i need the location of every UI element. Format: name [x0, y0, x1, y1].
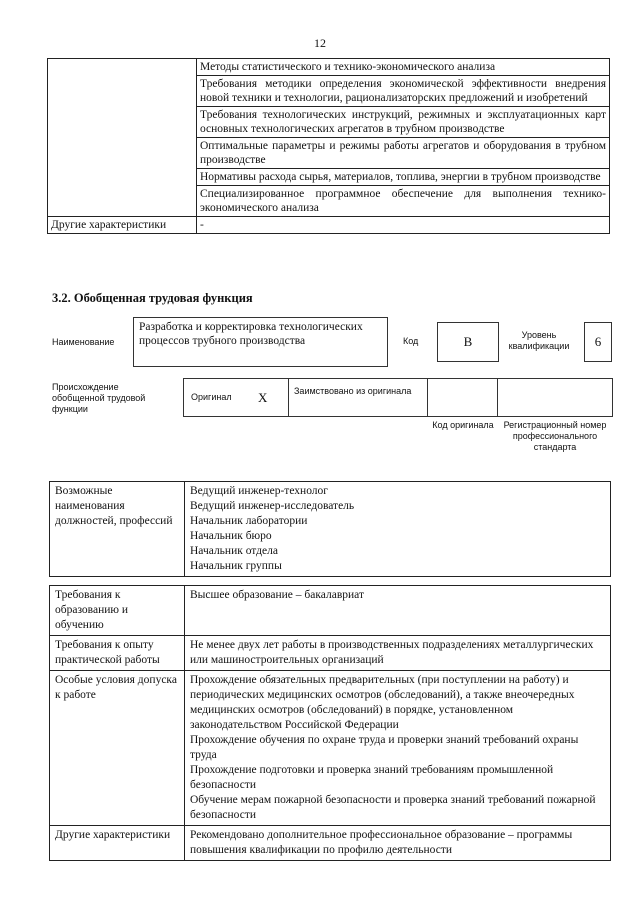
- knowledge-table: [47, 58, 610, 234]
- table-row: [50, 586, 611, 636]
- table-row: [50, 671, 611, 826]
- borrowed-label: Заимствовано из оригинала: [294, 386, 412, 396]
- table-row: [48, 59, 610, 76]
- level-value: 6: [584, 322, 612, 362]
- code-value: B: [437, 322, 499, 362]
- knowledge-item: Специализированное программное обеспечение для выполнения технико-экономического анализа: [197, 186, 610, 217]
- knowledge-item: Оптимальные параметры и режимы работы агрегатов и оборудования в трубном производстве: [197, 138, 610, 169]
- education-value: Высшее образование – бакалавриат: [185, 586, 611, 636]
- section-heading: 3.2. Обобщенная трудовая функция: [52, 291, 253, 305]
- other-characteristics-label: Другие характеристики: [48, 217, 197, 234]
- experience-label: Требования к опыту практической работы: [50, 636, 185, 671]
- other-value: Рекомендовано дополнительное профессиональное образование – программы повышения квалификации по профилю деятельности: [185, 826, 611, 861]
- list-item: Обучение мерам пожарной безопасности и проверка знаний требований пожарной безопасности: [190, 794, 596, 821]
- divider: [183, 416, 613, 417]
- experience-value: Не менее двух лет работы в производственных подразделениях металлургических или машиностроительных организаций: [185, 636, 611, 671]
- table-row: [48, 76, 610, 107]
- table-row: [48, 169, 610, 186]
- code-label: Код: [403, 336, 419, 346]
- table-row: [48, 186, 610, 217]
- knowledge-item: Методы статистического и технико-экономического анализа: [197, 59, 610, 76]
- table-row: [48, 217, 610, 234]
- list-item: Прохождение обязательных предварительных (при поступлении на работу) и периодических медицинских осмотров (обследований), а также внеочередных медицинских осмотров (обследований) в порядке, установленном законодательством Российской Федерации: [190, 674, 575, 731]
- reg-number-caption: Регистрационный номер профессионального стандарта: [503, 420, 607, 452]
- table-row: [50, 636, 611, 671]
- function-name: Разработка и корректировка технологических процессов трубного производства: [133, 317, 388, 367]
- page-number: 12: [314, 36, 326, 50]
- list-item: Начальник бюро: [190, 530, 272, 542]
- list-item: Ведущий инженер-технолог: [190, 485, 328, 497]
- knowledge-item: Требования технологических инструкций, режимных и эксплуатационных карт основных технологических агрегатов в трубном производстве: [197, 107, 610, 138]
- conditions-list: [185, 671, 611, 826]
- positions-table: [49, 481, 611, 577]
- list-item: Начальник отдела: [190, 545, 278, 557]
- requirements-table: [49, 585, 611, 861]
- other-characteristics-value: -: [197, 217, 610, 234]
- knowledge-item: Требования методики определения экономической эффективности внедрения новой техники и технологии, рационализаторских предложений и изобретений: [197, 76, 610, 107]
- positions-list: [185, 482, 611, 577]
- divider: [427, 379, 428, 417]
- code-original-caption: Код оригинала: [432, 420, 494, 430]
- table-row: [50, 482, 611, 577]
- list-item: Прохождение обучения по охране труда и проверки знаний требований охраны труда: [190, 734, 579, 761]
- level-label: Уровень квалификации: [508, 330, 570, 351]
- list-item: Прохождение подготовки и проверка знаний требованиям промышленной безопасности: [190, 764, 554, 791]
- original-mark: X: [258, 390, 268, 405]
- list-item: Ведущий инженер-исследователь: [190, 500, 355, 512]
- original-label: Оригинал: [191, 392, 232, 402]
- table-row: [48, 138, 610, 169]
- origin-box: [183, 378, 613, 417]
- list-item: Начальник группы: [190, 560, 282, 572]
- table-row: [50, 826, 611, 861]
- conditions-label: Особые условия допуска к работе: [50, 671, 185, 826]
- table-row: [48, 107, 610, 138]
- divider: [288, 379, 289, 417]
- name-label: Наименование: [52, 337, 115, 347]
- origin-label: Происхождение обобщенной трудовой функции: [52, 382, 146, 414]
- divider: [497, 379, 498, 417]
- other-label: Другие характеристики: [50, 826, 185, 861]
- education-label: Требования к образованию и обучению: [50, 586, 185, 636]
- knowledge-item: Нормативы расхода сырья, материалов, топлива, энергии в трубном производстве: [197, 169, 610, 186]
- positions-label: Возможные наименования должностей, профессий: [50, 482, 185, 577]
- list-item: Начальник лаборатории: [190, 515, 308, 527]
